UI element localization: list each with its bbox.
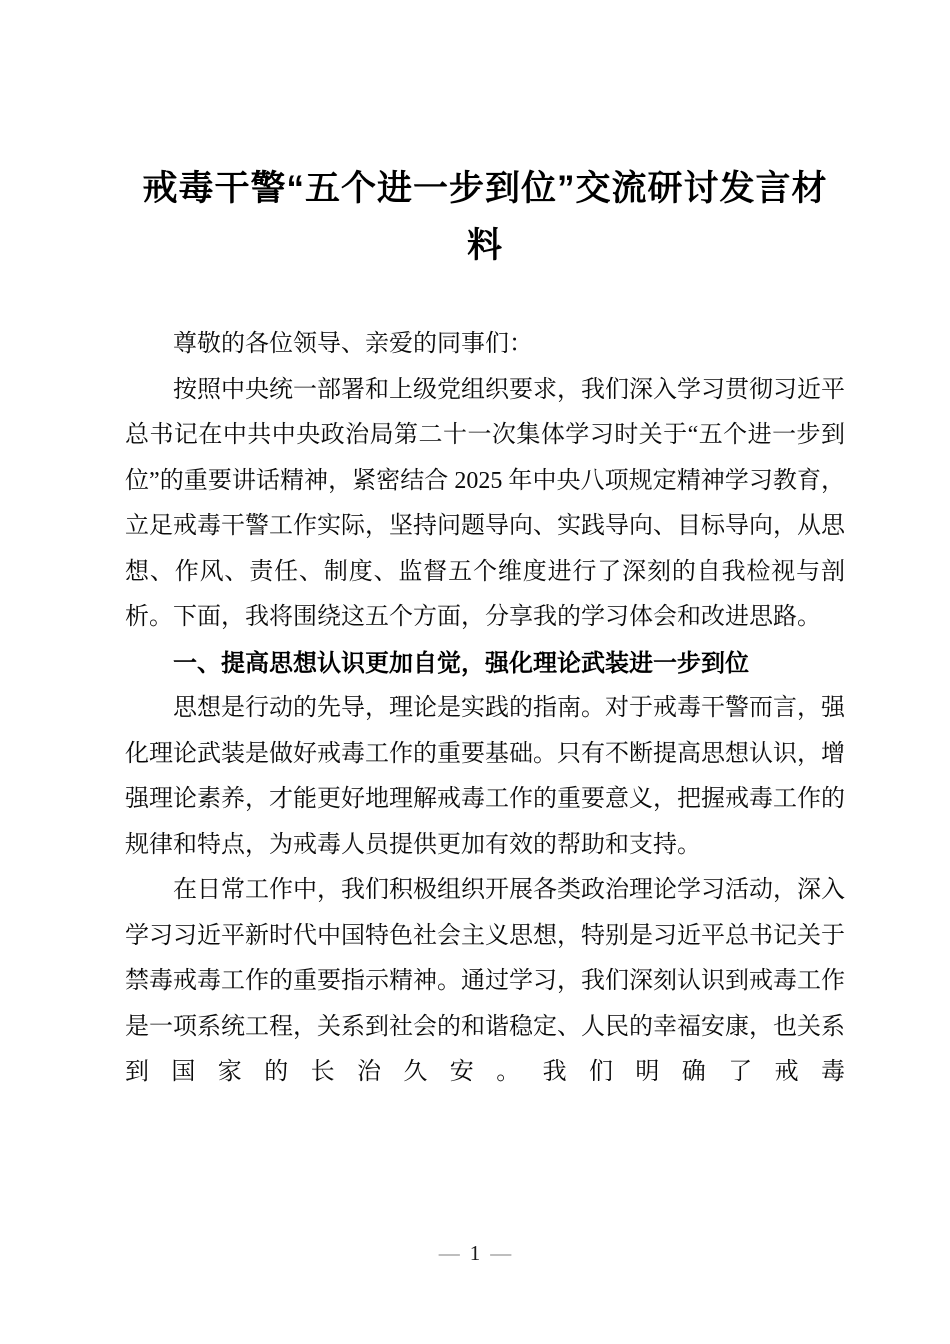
document-body [125, 322, 845, 1096]
page-number: 1 [469, 1241, 481, 1265]
body-paragraph-2-truncated: 在日常工作中，我们积极组织开展各类政治理论学习活动，深入学习习近平新时代中国特色社会主义思想，特别是习近平总书记关于禁毒戒毒工作的重要指示精神。通过学习，我们深刻认识到戒毒工作是一项系统工程，关系到社会的和谐稳定、人民的幸福安康，也关系到国家的长治久安。我们明确了戒毒 [125, 877, 845, 1085]
page-footer [0, 1238, 950, 1268]
document-title-line-1: 戒毒干警“五个进一步到位”交流研讨发言材 [142, 169, 828, 208]
footer-dash-right: — [490, 1241, 512, 1265]
body-paragraph-1: 思想是行动的先导，理论是实践的指南。对于戒毒干警而言，强化理论武装是做好戒毒工作的重要基础。只有不断提高思想认识，增强理论素养，才能更好地理解戒毒工作的重要意义，把握戒毒工作的规律和特点，为戒毒人员提供更加有效的帮助和支持。 [125, 695, 845, 858]
intro-paragraph: 按照中央统一部署和上级党组织要求，我们深入学习贯彻习近平总书记在中共中央政治局第二十一次集体学习时关于“五个进一步到位”的重要讲话精神，紧密结合 2025 年中央八项规定精神学习教育，立足戒毒干警工作实际，坚持问题导向、实践导向、目标导向，从思想、作风、责任、制度、监督五个维度进行了深刻的自我检视与剖析。下面，我将围绕这五个方面，分享我的学习体会和改进思路。 [125, 376, 845, 630]
document-title-line-2: 料 [466, 226, 503, 265]
section-heading-1: 一、提高思想认识更加自觉，强化理论武装进一步到位 [173, 649, 749, 677]
salutation-paragraph: 尊敬的各位领导、亲爱的同事们： [173, 331, 533, 357]
footer-dash-left: — [438, 1241, 460, 1265]
document-title [125, 160, 845, 274]
